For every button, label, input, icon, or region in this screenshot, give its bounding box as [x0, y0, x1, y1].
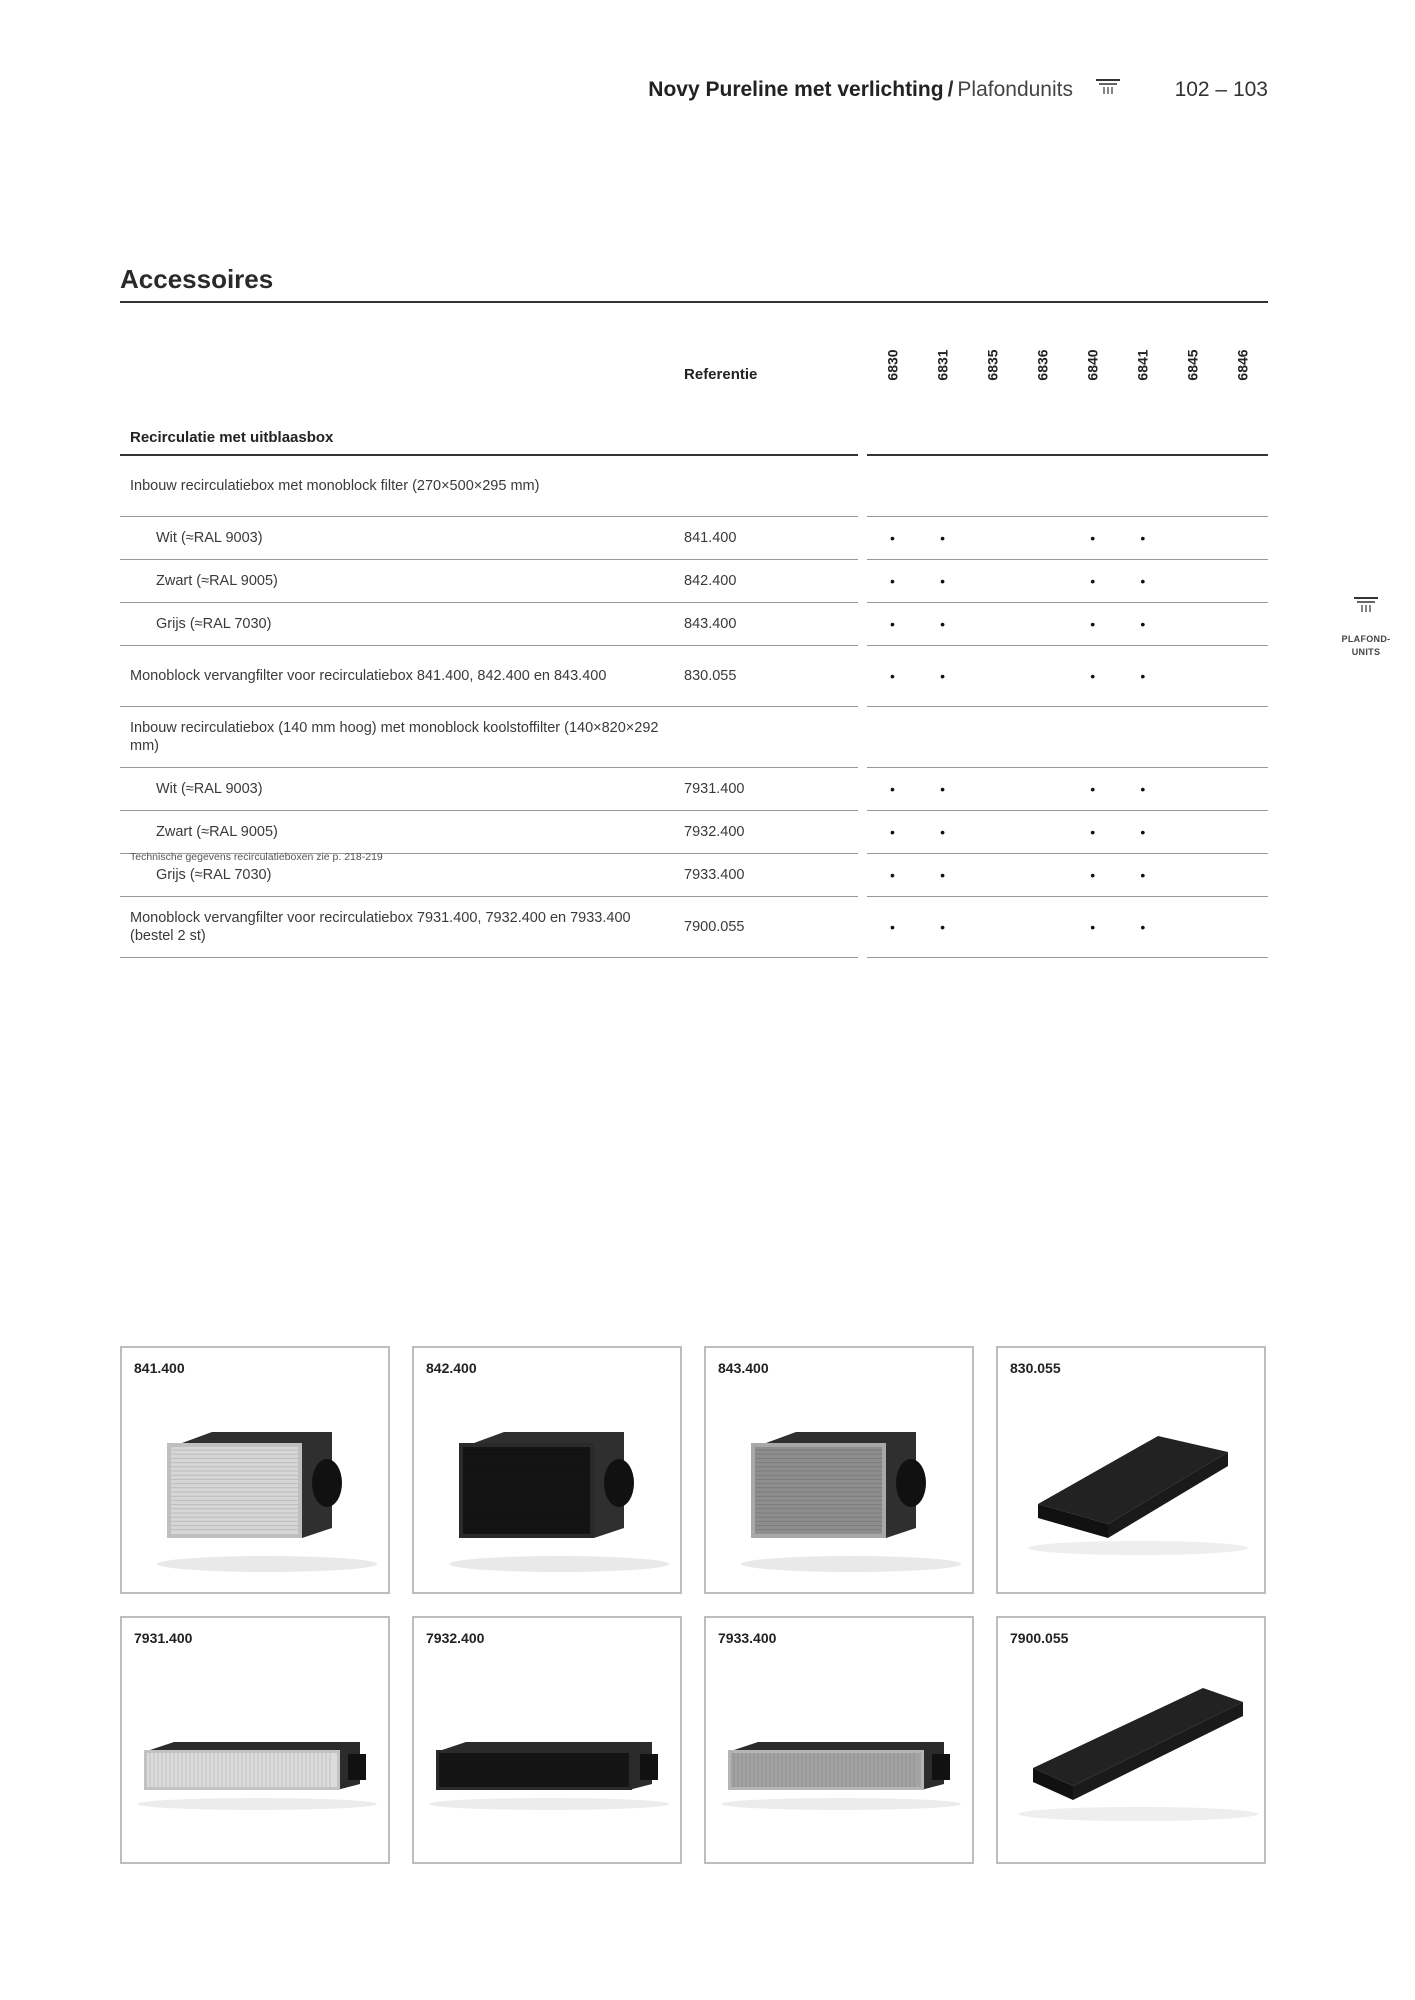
- compat-cell: [1168, 707, 1218, 768]
- compat-cell: [1118, 811, 1168, 854]
- product-code: 842.400: [426, 1360, 477, 1376]
- row-reference: 842.400: [674, 560, 858, 603]
- product-code: 7900.055: [1010, 1630, 1069, 1646]
- compat-dot: •: [1140, 823, 1146, 840]
- table-row: [120, 707, 1268, 768]
- compat-cell: [1018, 517, 1068, 560]
- product-code: 843.400: [718, 1360, 769, 1376]
- table-header-row: [120, 340, 1268, 420]
- compat-cell: [867, 455, 917, 517]
- model-header: [918, 340, 968, 420]
- compat-cell: [1118, 854, 1168, 897]
- model-header: [1018, 340, 1068, 420]
- compat-cell: [1118, 455, 1168, 517]
- compat-cell: [867, 560, 917, 603]
- compat-cell: [1068, 707, 1118, 768]
- row-description: Zwart (≈RAL 9005): [120, 560, 674, 603]
- row-description: Grijs (≈RAL 7030): [120, 603, 674, 646]
- compat-cell: [1118, 560, 1168, 603]
- section-title: Accessoires: [120, 264, 274, 294]
- compat-cell: [968, 811, 1018, 854]
- compat-dot: •: [940, 529, 945, 546]
- compat-cell: [1018, 768, 1068, 811]
- compat-cell: [968, 603, 1018, 646]
- table-row: [120, 560, 1268, 603]
- compat-cell: [1068, 646, 1118, 707]
- compat-dot: •: [940, 780, 945, 797]
- product-card: [120, 1616, 390, 1864]
- compat-cell: [1068, 854, 1118, 897]
- compat-dot: •: [1090, 866, 1096, 883]
- compat-dot: •: [890, 529, 895, 546]
- compat-dot: •: [890, 667, 895, 684]
- compat-cell: [1218, 455, 1268, 517]
- compat-dot: •: [1090, 823, 1096, 840]
- compat-cell: [1218, 854, 1268, 897]
- compat-cell: [867, 768, 917, 811]
- compat-cell: [918, 707, 968, 768]
- compat-cell: [1218, 517, 1268, 560]
- compat-cell: [1018, 603, 1068, 646]
- table-row: [120, 517, 1268, 560]
- row-reference: [674, 707, 858, 768]
- compat-cell: [1018, 854, 1068, 897]
- model-header-label: 6845: [1184, 349, 1201, 381]
- compat-cell: [1168, 517, 1218, 560]
- table-row: [120, 455, 1268, 517]
- model-header-label: 6831: [934, 349, 951, 381]
- compat-dot: •: [940, 866, 945, 883]
- model-header: [867, 340, 917, 420]
- compat-cell: [1168, 560, 1218, 603]
- side-tab-label-line: PLAFOND-: [1341, 634, 1391, 644]
- compat-cell: [918, 560, 968, 603]
- row-reference: 7932.400: [674, 811, 858, 854]
- model-header: [968, 340, 1018, 420]
- compat-cell: [968, 768, 1018, 811]
- compat-dot: •: [940, 615, 945, 632]
- row-reference: [674, 455, 858, 517]
- table-row: [120, 768, 1268, 811]
- compat-dot: •: [1140, 615, 1146, 632]
- compat-dot: •: [940, 667, 945, 684]
- compat-dot: •: [1090, 572, 1096, 589]
- ceiling-hood-icon: [1352, 596, 1380, 616]
- product-card: [996, 1346, 1266, 1594]
- header-title: [648, 78, 1073, 102]
- model-header: [1218, 340, 1268, 420]
- compat-cell: [1218, 897, 1268, 958]
- product-card: [996, 1616, 1266, 1864]
- compat-cell: [1118, 603, 1168, 646]
- ref-header: Referentie: [684, 365, 758, 383]
- product-card: [412, 1616, 682, 1864]
- compat-cell: [1168, 603, 1218, 646]
- compat-dot: •: [890, 918, 895, 935]
- row-description: Grijs (≈RAL 7030): [120, 854, 674, 897]
- compat-cell: [968, 707, 1018, 768]
- compat-cell: [867, 517, 917, 560]
- row-description: Monoblock vervangfilter voor recirculatiebox 7931.400, 7932.400 en 7933.400 (bestel 2 st): [120, 897, 674, 958]
- compat-cell: [867, 854, 917, 897]
- compat-dot: •: [1090, 615, 1096, 632]
- compat-cell: [918, 646, 968, 707]
- row-description: Monoblock vervangfilter voor recirculatiebox 841.400, 842.400 en 843.400: [120, 646, 674, 707]
- compat-dot: •: [1140, 529, 1146, 546]
- row-reference: 830.055: [674, 646, 858, 707]
- row-reference: 843.400: [674, 603, 858, 646]
- compat-cell: [1018, 455, 1068, 517]
- compat-cell: [1168, 897, 1218, 958]
- compat-cell: [1068, 811, 1118, 854]
- product-card: [704, 1616, 974, 1864]
- compat-dot: •: [1090, 529, 1096, 546]
- compat-dot: •: [890, 823, 895, 840]
- table-footnote: Technische gegevens recirculatieboxen zie p. 218-219: [130, 851, 383, 863]
- compat-cell: [918, 768, 968, 811]
- compat-cell: [1168, 646, 1218, 707]
- page-header: [600, 78, 1268, 108]
- compat-cell: [1118, 768, 1168, 811]
- row-description: Wit (≈RAL 9003): [120, 517, 674, 560]
- compat-cell: [867, 897, 917, 958]
- compat-cell: [1168, 768, 1218, 811]
- row-description: Zwart (≈RAL 9005): [120, 811, 674, 854]
- compat-cell: [1068, 560, 1118, 603]
- compat-cell: [1118, 707, 1168, 768]
- section-divider: [120, 301, 1268, 303]
- table-row: [120, 811, 1268, 854]
- compat-cell: [968, 517, 1018, 560]
- compat-cell: [1218, 768, 1268, 811]
- ceiling-hood-icon: [1094, 78, 1122, 98]
- header-title-bold: Novy Pureline met verlichting: [648, 78, 944, 101]
- compat-cell: [867, 811, 917, 854]
- compat-dot: •: [1090, 667, 1096, 684]
- product-code: 841.400: [134, 1360, 185, 1376]
- compat-cell: [1218, 811, 1268, 854]
- compat-cell: [968, 646, 1018, 707]
- compat-cell: [1068, 517, 1118, 560]
- side-tab-plafondunits[interactable]: [1340, 596, 1392, 659]
- compat-cell: [1218, 560, 1268, 603]
- compat-cell: [1118, 646, 1168, 707]
- product-card: [412, 1346, 682, 1594]
- compat-dot: •: [940, 572, 945, 589]
- product-code: 7932.400: [426, 1630, 485, 1646]
- compat-cell: [918, 897, 968, 958]
- compat-dot: •: [1140, 572, 1146, 589]
- model-header-label: 6840: [1084, 349, 1101, 381]
- compat-cell: [1068, 603, 1118, 646]
- product-code: 7931.400: [134, 1630, 193, 1646]
- model-header-label: 6841: [1134, 349, 1151, 381]
- model-header-label: 6846: [1234, 349, 1251, 381]
- model-header-label: 6836: [1034, 349, 1051, 381]
- compat-cell: [1168, 854, 1218, 897]
- compat-dot: •: [890, 615, 895, 632]
- product-card: [120, 1346, 390, 1594]
- compat-dot: •: [1140, 780, 1146, 797]
- compat-dot: •: [1140, 866, 1146, 883]
- compat-dot: •: [1090, 780, 1096, 797]
- compat-cell: [1018, 707, 1068, 768]
- model-header: [1168, 340, 1218, 420]
- compat-cell: [1118, 897, 1168, 958]
- table-row: [120, 897, 1268, 958]
- compat-cell: [1018, 897, 1068, 958]
- product-card: [704, 1346, 974, 1594]
- compat-dot: •: [1090, 918, 1096, 935]
- compat-dot: •: [890, 572, 895, 589]
- table-row: [120, 603, 1268, 646]
- compat-cell: [1168, 455, 1218, 517]
- compat-cell: [918, 603, 968, 646]
- compat-cell: [968, 854, 1018, 897]
- compat-dot: •: [890, 866, 895, 883]
- group-header-row: [120, 420, 1268, 455]
- compat-cell: [918, 455, 968, 517]
- compat-cell: [968, 455, 1018, 517]
- header-separator: /: [947, 78, 954, 101]
- compat-cell: [1068, 768, 1118, 811]
- compat-dot: •: [940, 823, 945, 840]
- row-description: Inbouw recirculatiebox met monoblock filter (270×500×295 mm): [120, 455, 674, 517]
- model-header: [1068, 340, 1118, 420]
- compat-cell: [1218, 646, 1268, 707]
- table-row: [120, 646, 1268, 707]
- compat-cell: [968, 897, 1018, 958]
- compat-cell: [867, 646, 917, 707]
- desc-header: [120, 340, 674, 420]
- accessories-table: [120, 340, 1268, 958]
- compat-cell: [867, 707, 917, 768]
- compat-cell: [968, 560, 1018, 603]
- side-tab-label-line: UNITS: [1351, 647, 1381, 657]
- row-reference: 7900.055: [674, 897, 858, 958]
- row-reference: 841.400: [674, 517, 858, 560]
- compat-dot: •: [1140, 918, 1146, 935]
- compat-cell: [1018, 811, 1068, 854]
- compat-dot: •: [890, 780, 895, 797]
- compat-cell: [1068, 897, 1118, 958]
- compat-cell: [1018, 646, 1068, 707]
- row-description: Inbouw recirculatiebox (140 mm hoog) met monoblock koolstoffilter (140×820×292 mm): [120, 707, 674, 768]
- compat-cell: [1068, 455, 1118, 517]
- page-numbers: 102 – 103: [1174, 78, 1268, 101]
- header-subtitle: Plafondunits: [957, 78, 1073, 101]
- product-code: 830.055: [1010, 1360, 1061, 1376]
- group-title: Recirculatie met uitblaasbox: [120, 420, 674, 455]
- model-header-label: 6835: [984, 349, 1001, 381]
- compat-cell: [1218, 603, 1268, 646]
- compat-cell: [918, 517, 968, 560]
- model-header-label: 6830: [884, 349, 901, 381]
- compat-cell: [918, 854, 968, 897]
- compat-cell: [1018, 560, 1068, 603]
- row-reference: 7931.400: [674, 768, 858, 811]
- compat-dot: •: [1140, 667, 1146, 684]
- model-header: [1118, 340, 1168, 420]
- compat-cell: [1118, 517, 1168, 560]
- compat-cell: [1218, 707, 1268, 768]
- row-reference: 7933.400: [674, 854, 858, 897]
- compat-cell: [1168, 811, 1218, 854]
- product-code: 7933.400: [718, 1630, 777, 1646]
- side-tab-label: [1340, 633, 1392, 659]
- compat-cell: [918, 811, 968, 854]
- compat-dot: •: [940, 918, 945, 935]
- compat-cell: [867, 603, 917, 646]
- row-description: Wit (≈RAL 9003): [120, 768, 674, 811]
